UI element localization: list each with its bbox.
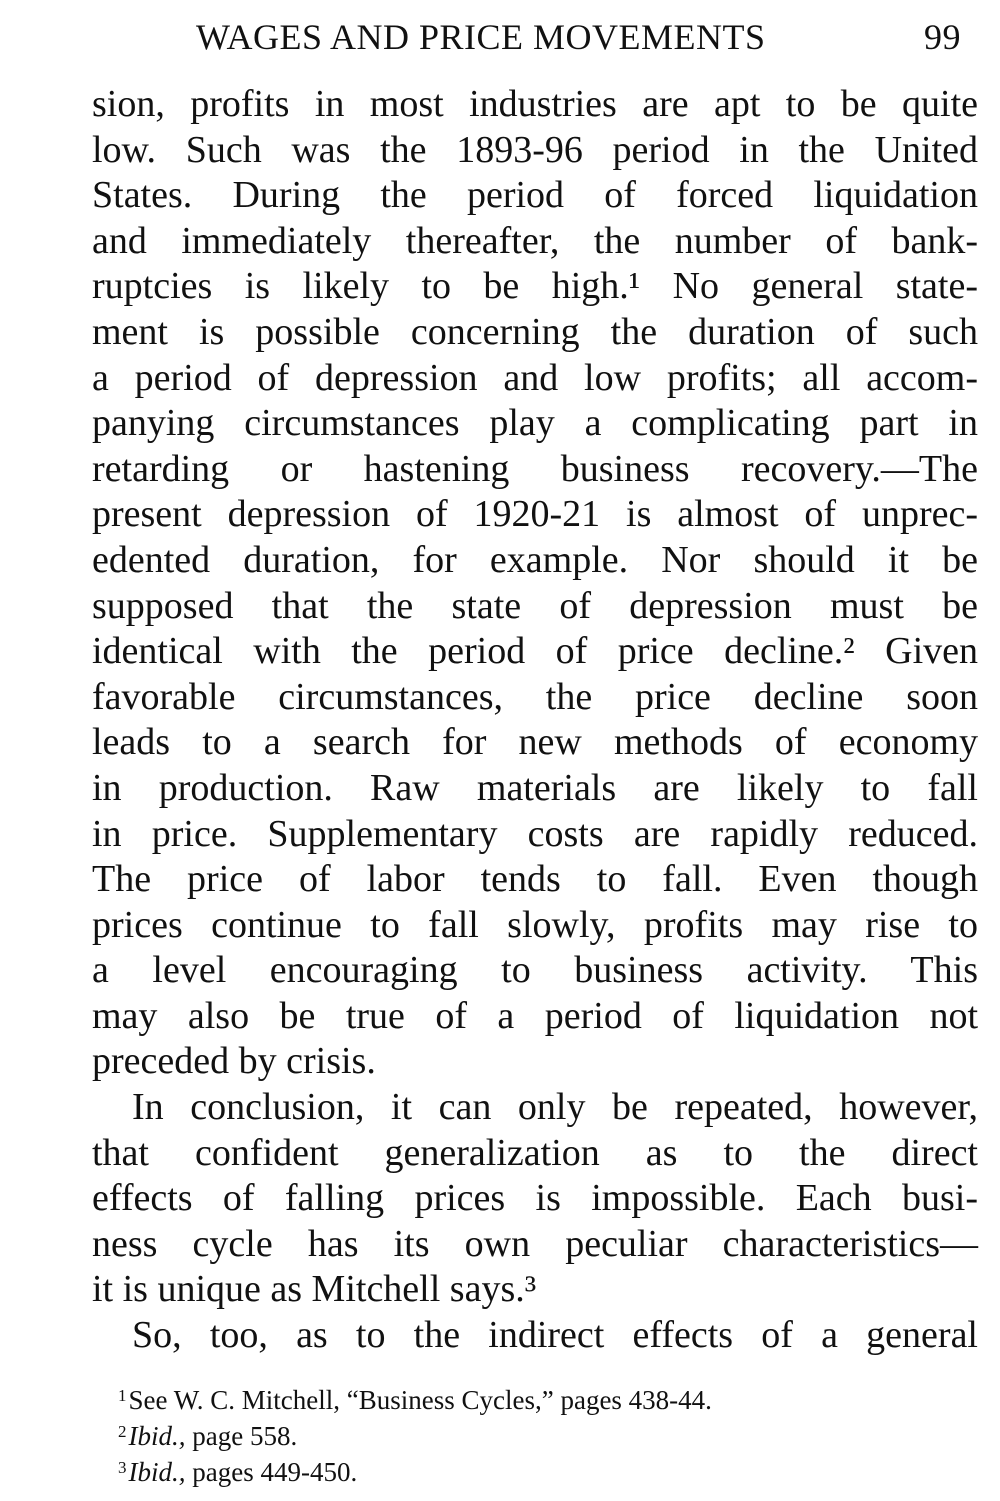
footnote-text: pages 449-450. [185, 1457, 358, 1487]
text-line: in production. Raw materials are likely to fall [92, 766, 978, 809]
text-line: sion, profits in most industries are apt to be quite [92, 83, 978, 125]
footnote-ibid: Ibid., [128, 1457, 186, 1487]
text-line: prices continue to fall slowly, profits may rise to [92, 903, 978, 946]
text-line-paragraph-end: preceded by crisis. [92, 1040, 376, 1083]
text-line: may also be true of a period of liquidation not [92, 994, 978, 1037]
text-line-paragraph-start: So, too, as to the indirect effects of a general [132, 1314, 978, 1357]
text-line: ment is possible concerning the duration of such [92, 310, 978, 353]
running-head [0, 12, 1000, 62]
footnote-text: page 558. [185, 1421, 298, 1451]
text-line: present depression of 1920-21 is almost of unprec- [92, 493, 978, 536]
text-line: favorable circumstances, the price decline soon [92, 675, 978, 718]
text-line: retarding or hastening business recovery.—The [92, 447, 978, 490]
text-line: edented duration, for example. Nor should it be [92, 538, 978, 581]
text-line-paragraph-end: it is unique as Mitchell says.³ [92, 1268, 537, 1311]
text-line: effects of falling prices is impossible. Each busi- [92, 1177, 978, 1220]
footnote-mark: 3 [118, 1458, 127, 1477]
text-line: panying circumstances play a complicating part in [92, 402, 978, 445]
footnote-mark: 2 [118, 1422, 127, 1441]
text-line: supposed that the state of depression must be [92, 584, 978, 627]
text-line: States. During the period of forced liquidation [92, 174, 978, 217]
footnote-text: See W. C. Mitchell, “Business Cycles,” pages 438-44. [128, 1385, 712, 1415]
footnote-3 [118, 1452, 978, 1488]
footnote-2 [118, 1416, 978, 1452]
page-number: 99 [924, 17, 961, 57]
text-line: a period of depression and low profits; all accom- [92, 356, 978, 399]
text-line: a level encouraging to business activity. This [92, 949, 978, 992]
body-text [92, 82, 978, 1359]
text-line: low. Such was the 1893-96 period in the United [92, 128, 978, 171]
text-line: ruptcies is likely to be high.¹ No general state- [92, 265, 978, 308]
text-line: in price. Supplementary costs are rapidly reduced. [92, 812, 978, 855]
footnote-ibid: Ibid., [128, 1421, 186, 1451]
text-line: leads to a search for new methods of economy [92, 721, 978, 764]
footnote-mark: 1 [118, 1386, 127, 1405]
text-line: identical with the period of price decline.² Given [92, 630, 978, 673]
text-line: ness cycle has its own peculiar characteristics— [92, 1222, 978, 1265]
text-line: that confident generalization as to the direct [92, 1131, 978, 1174]
running-title: WAGES AND PRICE MOVEMENTS [196, 17, 766, 57]
footnote-1 [118, 1380, 978, 1416]
text-line: The price of labor tends to fall. Even though [92, 858, 978, 901]
footnotes [118, 1380, 978, 1488]
text-line: and immediately thereafter, the number of bank- [92, 219, 978, 262]
text-line-paragraph-start: In conclusion, it can only be repeated, however, [132, 1086, 978, 1129]
